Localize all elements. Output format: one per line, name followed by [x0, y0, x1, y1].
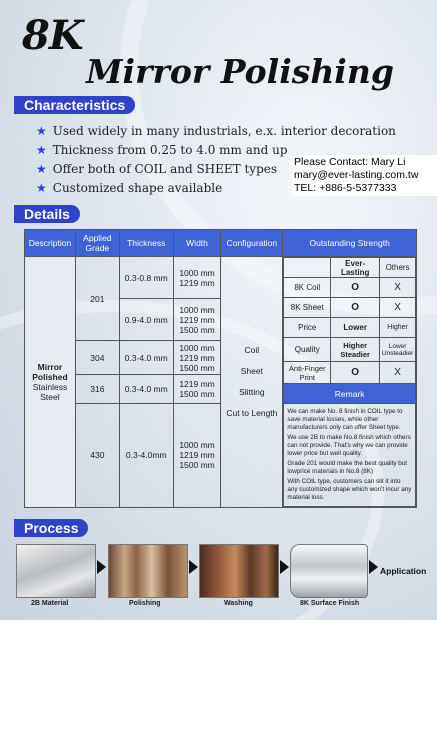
thickness-cell: 0.3-4.0 mm	[119, 341, 173, 375]
arrow-right-icon	[97, 560, 106, 574]
thickness-cell: 0.3-0.8 mm	[119, 257, 173, 299]
thickness-cell: 0.9-4.0 mm	[119, 299, 173, 341]
list-item: ★ Used widely in many industrials, e.x. interior decoration	[36, 124, 396, 138]
arrow-right-icon	[369, 560, 378, 574]
width-cell: 1000 mm 1219 mm 1500 mm	[173, 299, 221, 341]
list-item: ★ Thickness from 0.25 to 4.0 mm and up	[36, 143, 288, 157]
contact-box	[292, 155, 437, 196]
step-label: 2B Material	[31, 600, 69, 607]
polishing-image	[108, 544, 188, 598]
col-header: Description	[25, 230, 76, 257]
width-cell: 1000 mm 1219 mm	[173, 257, 221, 299]
page-title: Mirror Polishing	[86, 52, 394, 91]
table-header-row	[25, 230, 417, 257]
others-header: Others	[380, 258, 416, 278]
star-icon: ★	[36, 181, 47, 195]
8k-surface-finish-image	[290, 544, 368, 598]
grade-cell: 430	[75, 403, 119, 507]
title-8k: 8K	[22, 12, 83, 59]
col-header: Configuration	[221, 230, 283, 257]
thickness-cell: 0.3-4.0mm	[119, 403, 173, 507]
description-cell: Mirror Polished Stainless Steel	[25, 257, 76, 508]
list-item: ★ Customized shape available	[36, 181, 223, 195]
details-table	[24, 229, 417, 508]
grade-cell: 304	[75, 341, 119, 375]
configuration-cell: Coil Sheet Slitting Cut to Length	[221, 257, 283, 508]
list-item: ★ Offer both of COIL and SHEET types	[36, 162, 278, 176]
2b-material-image	[16, 544, 96, 598]
grade-cell: 201	[75, 257, 119, 341]
col-header: Outstanding Strength	[283, 230, 417, 257]
contact-phone: TEL: +886-5-5377333	[294, 182, 397, 194]
table-row	[25, 257, 417, 299]
remark-heading: Remark	[284, 384, 416, 404]
contact-name: Please Contact: Mary Li	[294, 156, 406, 168]
grade-cell: 316	[75, 375, 119, 403]
step-label: Polishing	[129, 600, 161, 607]
process-heading: Process	[14, 519, 88, 537]
application-label: Application	[380, 566, 427, 576]
col-header: Applied Grade	[75, 230, 119, 257]
width-cell: 1000 mm 1219 mm 1500 mm	[173, 403, 221, 507]
arrow-right-icon	[189, 560, 198, 574]
arrow-right-icon	[280, 560, 289, 574]
star-icon: ★	[36, 162, 47, 176]
characteristics-heading: Characteristics	[14, 96, 135, 114]
star-icon: ★	[36, 124, 47, 138]
washing-image	[199, 544, 279, 598]
width-cell: 1219 mm 1500 mm	[173, 375, 221, 403]
col-header: Width	[173, 230, 221, 257]
thickness-cell: 0.3-4.0 mm	[119, 375, 173, 403]
details-heading: Details	[14, 205, 80, 223]
col-header: Thickness	[119, 230, 173, 257]
strength-cell	[283, 257, 417, 508]
step-label: 8K Surface Finish	[300, 600, 360, 607]
ever-lasting-header: Ever-Lasting	[331, 258, 380, 278]
star-icon: ★	[36, 143, 47, 157]
remark-text: We can make No. 8 finish in COIL type to save material losses, while other manufacturers only can offer Sheet type. We use 2B to make No.8 finish which others can not provide. That's why we can provide lower price but well quality. Grade 201 would make the best quality but lowprice materials in No.8 (8K) With COIL type, customers can slit it into any customized shape which won't incur any material loss.	[284, 404, 416, 507]
width-cell: 1000 mm 1219 mm 1500 mm	[173, 341, 221, 375]
step-label: Washing	[224, 600, 253, 607]
strength-table: Ever-Lasting Others 8K Coil O X 8K Sheet O X Price Lower Higher Quality Higher Steadier Lower Unsteadier Anti-Finger Print O X Remark We can make No. 8 finish in COIL type to save material losses, while other manufacturers only can offer Sheet type. We use 2B to make No.8 finish which others can not provide. That's why we can provide lower price but well quality. Grade 201 would make the best quality but lowprice materials in No.8 (8K) With COIL type, customers can slit it into any customized shape which won't incur any material loss.	[283, 257, 416, 507]
contact-email[interactable]: mary@ever-lasting.com.tw	[294, 169, 419, 181]
